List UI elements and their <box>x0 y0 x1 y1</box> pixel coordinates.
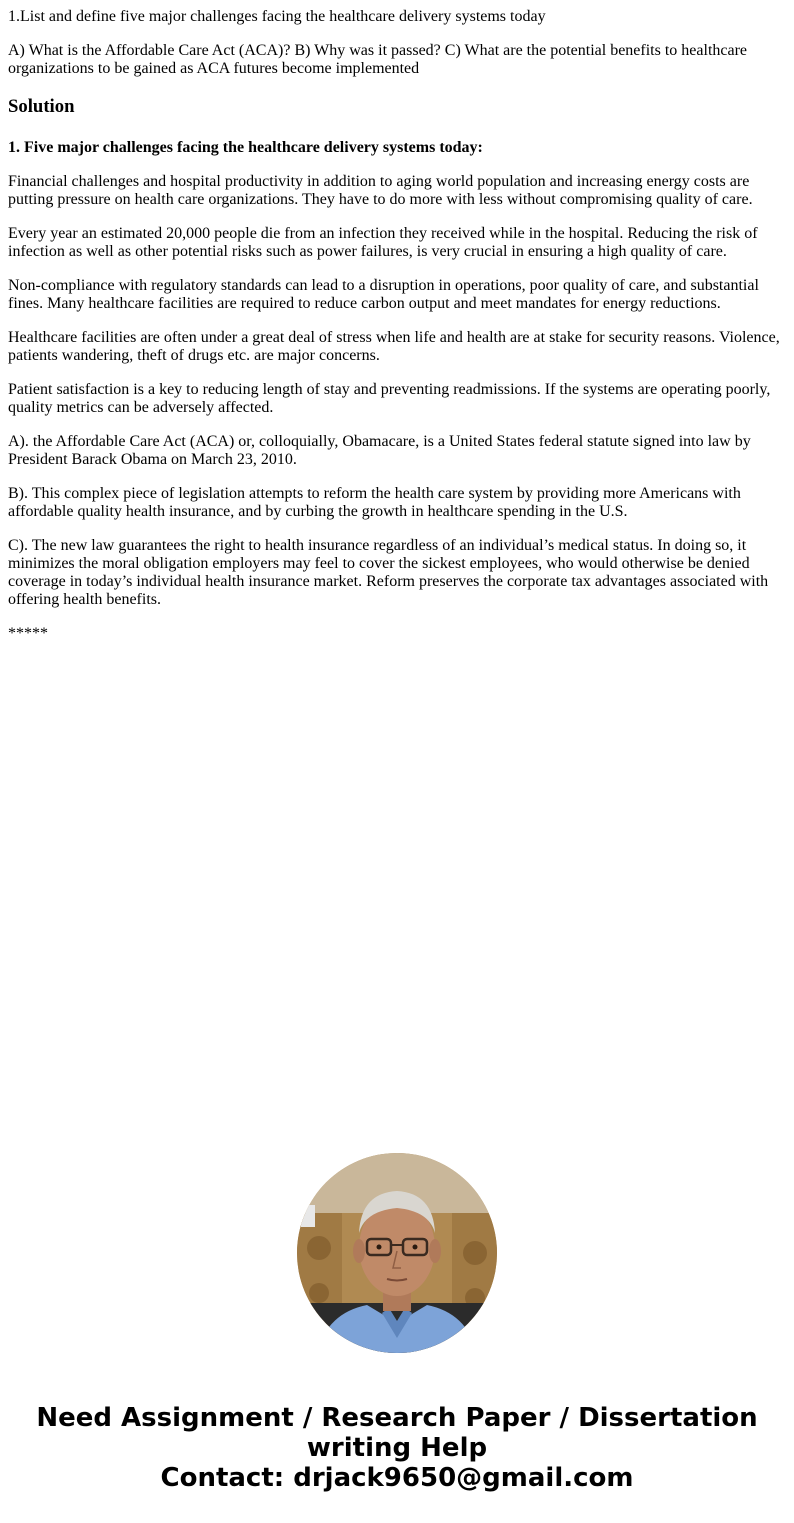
answer-b-paragraph: B). This complex piece of legislation attempts to reform the health care system by providing more Americans with affordable quality health insurance, and by curbing the growth in healthcare spending in the U.S. <box>8 485 741 520</box>
challenge-paragraph-4: Healthcare facilities are often under a great deal of stress when life and health are at stake for security reasons. Violence, patients wandering, theft of drugs etc. are major concerns. <box>8 329 780 364</box>
answer-c-paragraph: C). The new law guarantees the right to health insurance regardless of an individual’s medical status. In doing so, it minimizes the moral obligation employers may feel to cover the sickest employees, who would otherwise be denied coverage in today’s individual health insurance market. Reform preserves the corporate tax advantages associated with offering health benefits. <box>8 537 769 608</box>
avatar <box>297 1153 497 1353</box>
promo-line-2: writing Help <box>306 1433 488 1463</box>
person-portrait-icon <box>297 1153 497 1353</box>
promo-banner <box>0 1403 794 1493</box>
promo-contact: Contact: drjack9650@gmail.com <box>160 1463 634 1493</box>
challenge-paragraph-1: Financial challenges and hospital productivity in addition to aging world population and increasing energy costs are putting pressure on health care organizations. They have to do more with less without compromising quality of care. <box>8 173 753 208</box>
challenge-paragraph-5: Patient satisfaction is a key to reducing length of stay and preventing readmissions. If the systems are operating poorly, quality metrics can be adversely affected. <box>8 381 771 416</box>
answer-a-paragraph: A). the Affordable Care Act (ACA) or, colloquially, Obamacare, is a United States federal statute signed into law by President Barack Obama on March 23, 2010. <box>8 433 751 468</box>
challenge-paragraph-2: Every year an estimated 20,000 people die from an infection they received while in the hospital. Reducing the risk of infection as well as other potential risks such as power failures, is very crucial in ensuring a high quality of care. <box>8 225 758 260</box>
promo-line-1: Need Assignment / Research Paper / Dissertation <box>36 1403 758 1433</box>
end-marker: ***** <box>8 625 48 642</box>
question-line-2: A) What is the Affordable Care Act (ACA)? B) Why was it passed? C) What are the potential benefits to healthcare organizations to be gained as ACA futures become implemented <box>8 42 748 77</box>
challenges-subheading: 1. Five major challenges facing the healthcare delivery systems today: <box>8 139 483 156</box>
document-body <box>8 8 786 659</box>
challenge-paragraph-3: Non-compliance with regulatory standards can lead to a disruption in operations, poor quality of care, and substantial fines. Many healthcare facilities are required to reduce carbon output and meet mandates for energy reductions. <box>8 277 759 312</box>
question-line-1: 1.List and define five major challenges facing the healthcare delivery systems today <box>8 8 546 25</box>
solution-heading: Solution <box>8 96 75 117</box>
